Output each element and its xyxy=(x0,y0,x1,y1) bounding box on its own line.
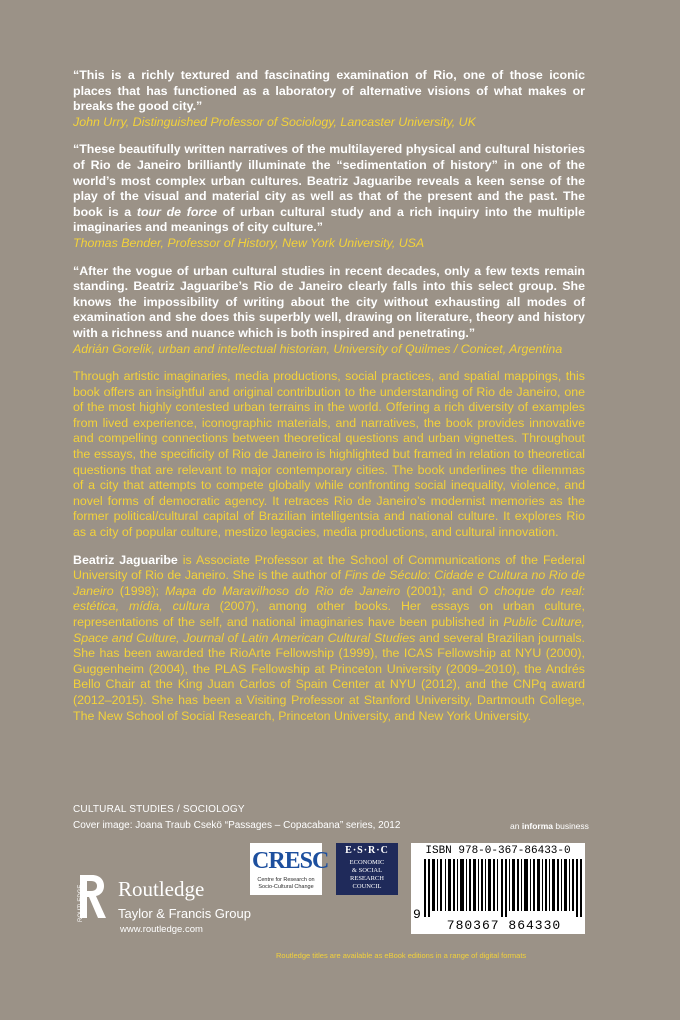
barcode-bars-icon xyxy=(424,859,582,917)
quote-3: “After the vogue of urban cultural studies in recent decades, only a few texts remain standing. Beatriz Jaguaribe’s Rio de Janeiro clearly falls into this select group. She knows the impossibility of writing about the city without exhausting all modes of examination and she does this superbly well, drawing on literature, theory and history with a richness and nuance which is both inspired and penetrating.” xyxy=(73,263,585,340)
bio-text-2: (1998); xyxy=(113,583,166,598)
cresc-caption-line1: Centre for Research on xyxy=(257,877,315,883)
barcode-number: 780367 864330 xyxy=(428,918,580,933)
bio-title-3: O choque do real: estética, mídia, cultura xyxy=(73,583,585,614)
isbn-label: ISBN 978-0-367-86433-0 xyxy=(425,845,571,857)
esrc-logo xyxy=(336,843,398,895)
cresc-logo xyxy=(250,843,329,895)
cresc-mark: CRESC xyxy=(252,848,329,874)
publisher-name: Routledge xyxy=(118,877,205,901)
bio-title-1: Fins de Século: Cidade e Cultura no Rio de Janeiro xyxy=(73,568,585,598)
quote-1-attribution: John Urry, Distinguished Professor of Sociology, Lancaster University, UK xyxy=(73,114,476,129)
barcode-lead-digit: 9 xyxy=(413,907,421,922)
back-cover-text xyxy=(73,68,585,724)
bio-title-2: Mapa do Maravilhoso do Rio de Janeiro xyxy=(165,583,401,598)
publisher-group: Taylor & Francis Group xyxy=(118,906,251,921)
quote-2 xyxy=(73,142,585,236)
bio-text-4: (2007), among other books. Her essays on urban culture, representations of the self, and national imaginaries have been published in xyxy=(73,599,586,629)
bio-journals: Public Culture, Space and Culture, Journal of Latin American Cultural Studies xyxy=(73,615,585,645)
quote-2-part1: “These beautifully written narratives of the multilayered physical and cultural histories of Rio de Janeiro brilliantly illuminate the “sedimentation of history” in one of the world’s most complex urban cultures. Beatriz Jaguaribe reveals a keen sense of the play of the visual and material city as well as that of the present and the past. The book is a xyxy=(73,142,585,219)
author-name: Beatriz Jaguaribe xyxy=(73,552,178,567)
informa-bold: informa xyxy=(521,821,553,831)
quote-3-attribution: Adrián Gorelik, urban and intellectual historian, University of Quilmes / Conicet, Argentina xyxy=(73,341,563,356)
cresc-caption-line2: Socio-Cultural Change xyxy=(258,883,314,890)
cresc-caption xyxy=(250,877,322,890)
informa-business-label xyxy=(510,821,589,831)
isbn-barcode xyxy=(411,843,585,934)
quote-2-italic: tour de force xyxy=(136,204,218,219)
svg-text:ROUTLEDGE: ROUTLEDGE xyxy=(78,884,84,922)
informa-prefix: an xyxy=(510,821,522,831)
cover-credit: Cover image: Joana Traub Csekö “Passages – Copacabana” series, 2012 xyxy=(73,820,401,831)
esrc-line-3: RESEARCH xyxy=(350,875,384,882)
subject-category: CULTURAL STUDIES / SOCIOLOGY xyxy=(73,804,245,815)
quote-2-attribution: Thomas Bender, Professor of History, New York University, USA xyxy=(73,235,425,250)
quote-1: “This is a richly textured and fascinating examination of Rio, one of those iconic places that has functioned as a laboratory of alternative visions of what makes or breaks the good city.” xyxy=(73,68,585,114)
book-description: Through artistic imaginaries, media productions, social practices, and spatial mappings, this book offers an insightful and original contribution to the understanding of Rio de Janeiro, one of the most highly contested urban terrains in the world. Offering a rich diversity of examples from lived experience, iconographic materials, and narratives, the book provides innovative and compelling connections between theoretical questions and urban vignettes. Throughout the essays, the specificity of Rio de Janeiro is highlighted but framed in relation to theoretical questions that are relevant to major contemporary cities. The book underlines the dilemmas of a city that attempts to compete globally while confronting social inequality, violence, and novel forms of democratic agency. It retraces Rio de Janeiro’s modernist memories as the former political/cultural capital of Brazilian intelligentsia and national culture. It explores Rio as a city of popular culture, mestizo legacies, media productions, and cultural innovation. xyxy=(73,369,585,540)
bio-text-5: and several Brazilian journals. She has been awarded the RioArte Fellowship (1999), the ICAS Fellowship at NYU (2000), Guggenheim (2004), the PLAS Fellowship at Princeton University (2009–2010), the Andrés Bello Chair at the King Juan Carlos of Spain Center at NYU (2012), and the CNPq award (2012–2015). She has been a Visiting Professor at Stanford University, Dartmouth College, The New School of Social Research, Princeton University, and New York University. xyxy=(73,630,585,723)
esrc-line-2: & SOCIAL xyxy=(351,867,383,874)
bio-text-3: (2001); and xyxy=(400,583,479,598)
routledge-logo-icon xyxy=(76,873,106,923)
informa-suffix: business xyxy=(553,821,589,831)
ebook-note: Routledge titles are available as eBook editions in a range of digital formats xyxy=(276,951,527,960)
author-bio xyxy=(73,553,585,725)
esrc-line-1: ECONOMIC xyxy=(349,859,385,866)
publisher-url: www.routledge.com xyxy=(120,924,203,935)
esrc-line-4: COUNCIL xyxy=(352,883,382,890)
quote-2-part2: of urban cultural study and a rich inquiry into the multiple imaginaries and meanings of city culture.” xyxy=(73,204,585,235)
bio-text-1: is Associate Professor at the School of Communications of the Federal University of Rio de Janeiro. She is the author of xyxy=(73,552,585,583)
esrc-mark: E·S·R·C xyxy=(345,845,389,856)
